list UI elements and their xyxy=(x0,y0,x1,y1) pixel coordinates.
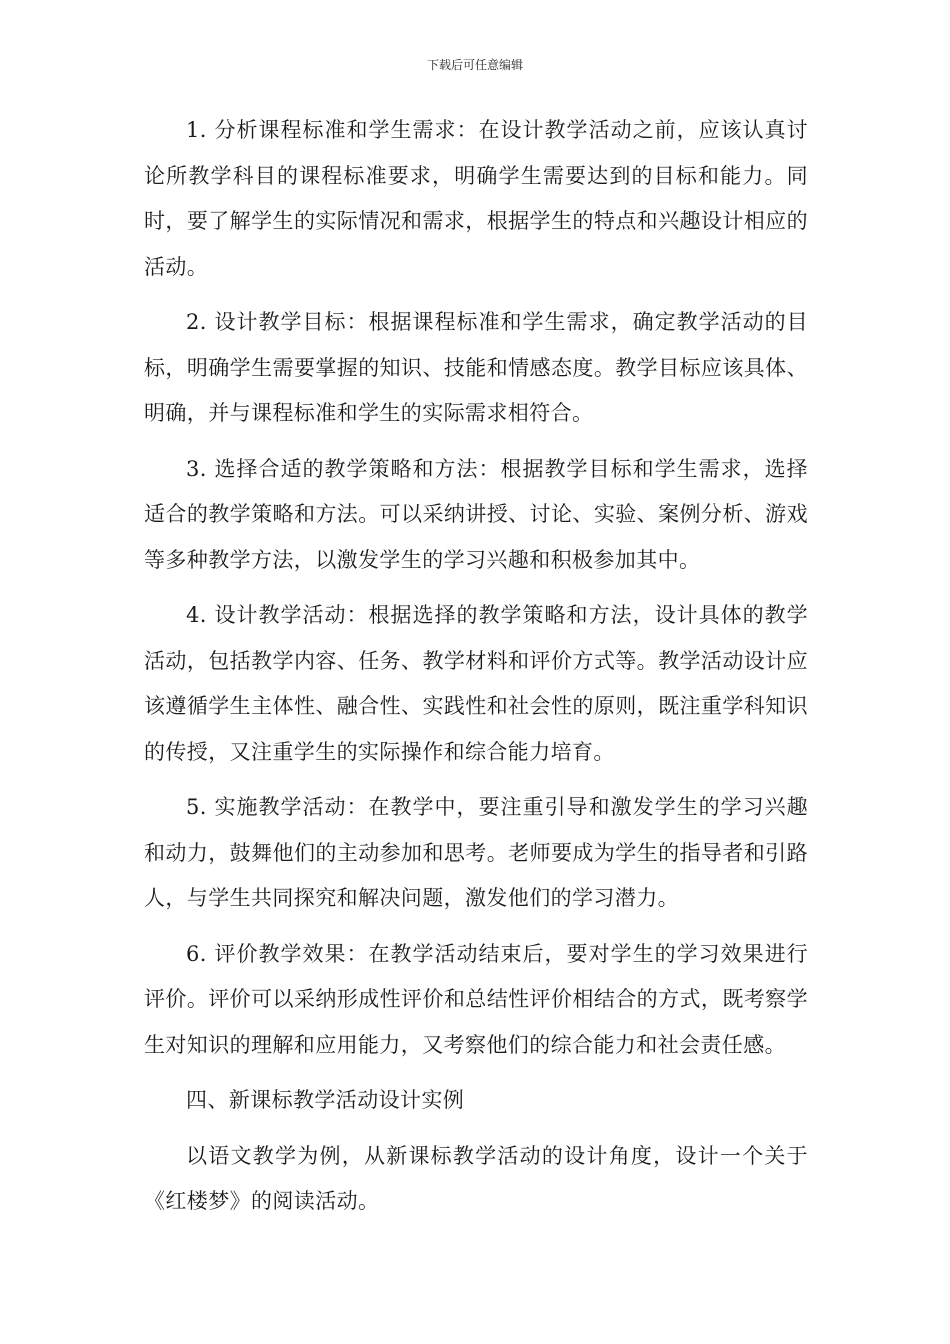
paragraph-teaching-goals: 2. 设计教学目标：根据课程标准和学生需求，确定教学活动的目标，明确学生需要掌握的知识、技能和情感态度。教学目标应该具体、明确，并与课程标准和学生的实际需求相符合。 xyxy=(144,310,808,425)
paragraph-implement-activities: 5. 实施教学活动：在教学中，要注重引导和激发学生的学习兴趣和动力，鼓舞他们的主动参加和思考。老师要成为学生的指导者和引路人，与学生共同探究和解决问题，激发他们的学习潜力。 xyxy=(144,795,808,910)
section-heading-examples: 四、新课标教学活动设计实例 xyxy=(186,1088,465,1112)
document-body xyxy=(144,108,808,1235)
page-header: 下载后可任意编辑 xyxy=(426,58,523,72)
paragraph-analyze-standards: 1. 分析课程标准和学生需求：在设计教学活动之前，应该认真讨论所教学科目的课程标准要求，明确学生需要达到的目标和能力。同时，要了解学生的实际情况和需求，根据学生的特点和兴趣设计相应的活动。 xyxy=(144,118,808,279)
paragraph-design-activities: 4. 设计教学活动：根据选择的教学策略和方法，设计具体的教学活动，包括教学内容、任务、教学材料和评价方式等。教学活动设计应该遵循学生主体性、融合性、实践性和社会性的原则，既注重学科知识的传授，又注重学生的实际操作和综合能力培育。 xyxy=(144,603,808,764)
paragraph-example-intro: 以语文教学为例，从新课标教学活动的设计角度，设计一个关于《红楼梦》的阅读活动。 xyxy=(144,1143,808,1213)
paragraph-evaluate-effects: 6. 评价教学效果：在教学活动结束后，要对学生的学习效果进行评价。评价可以采纳形成性评价和总结性评价相结合的方式，既考察学生对知识的理解和应用能力，又考察他们的综合能力和社会责任感。 xyxy=(144,941,808,1057)
paragraph-teaching-strategies: 3. 选择合适的教学策略和方法：根据教学目标和学生需求，选择适合的教学策略和方法。可以采纳讲授、讨论、实验、案例分析、游戏等多种教学方法，以激发学生的学习兴趣和积极参加其中。 xyxy=(144,456,808,572)
